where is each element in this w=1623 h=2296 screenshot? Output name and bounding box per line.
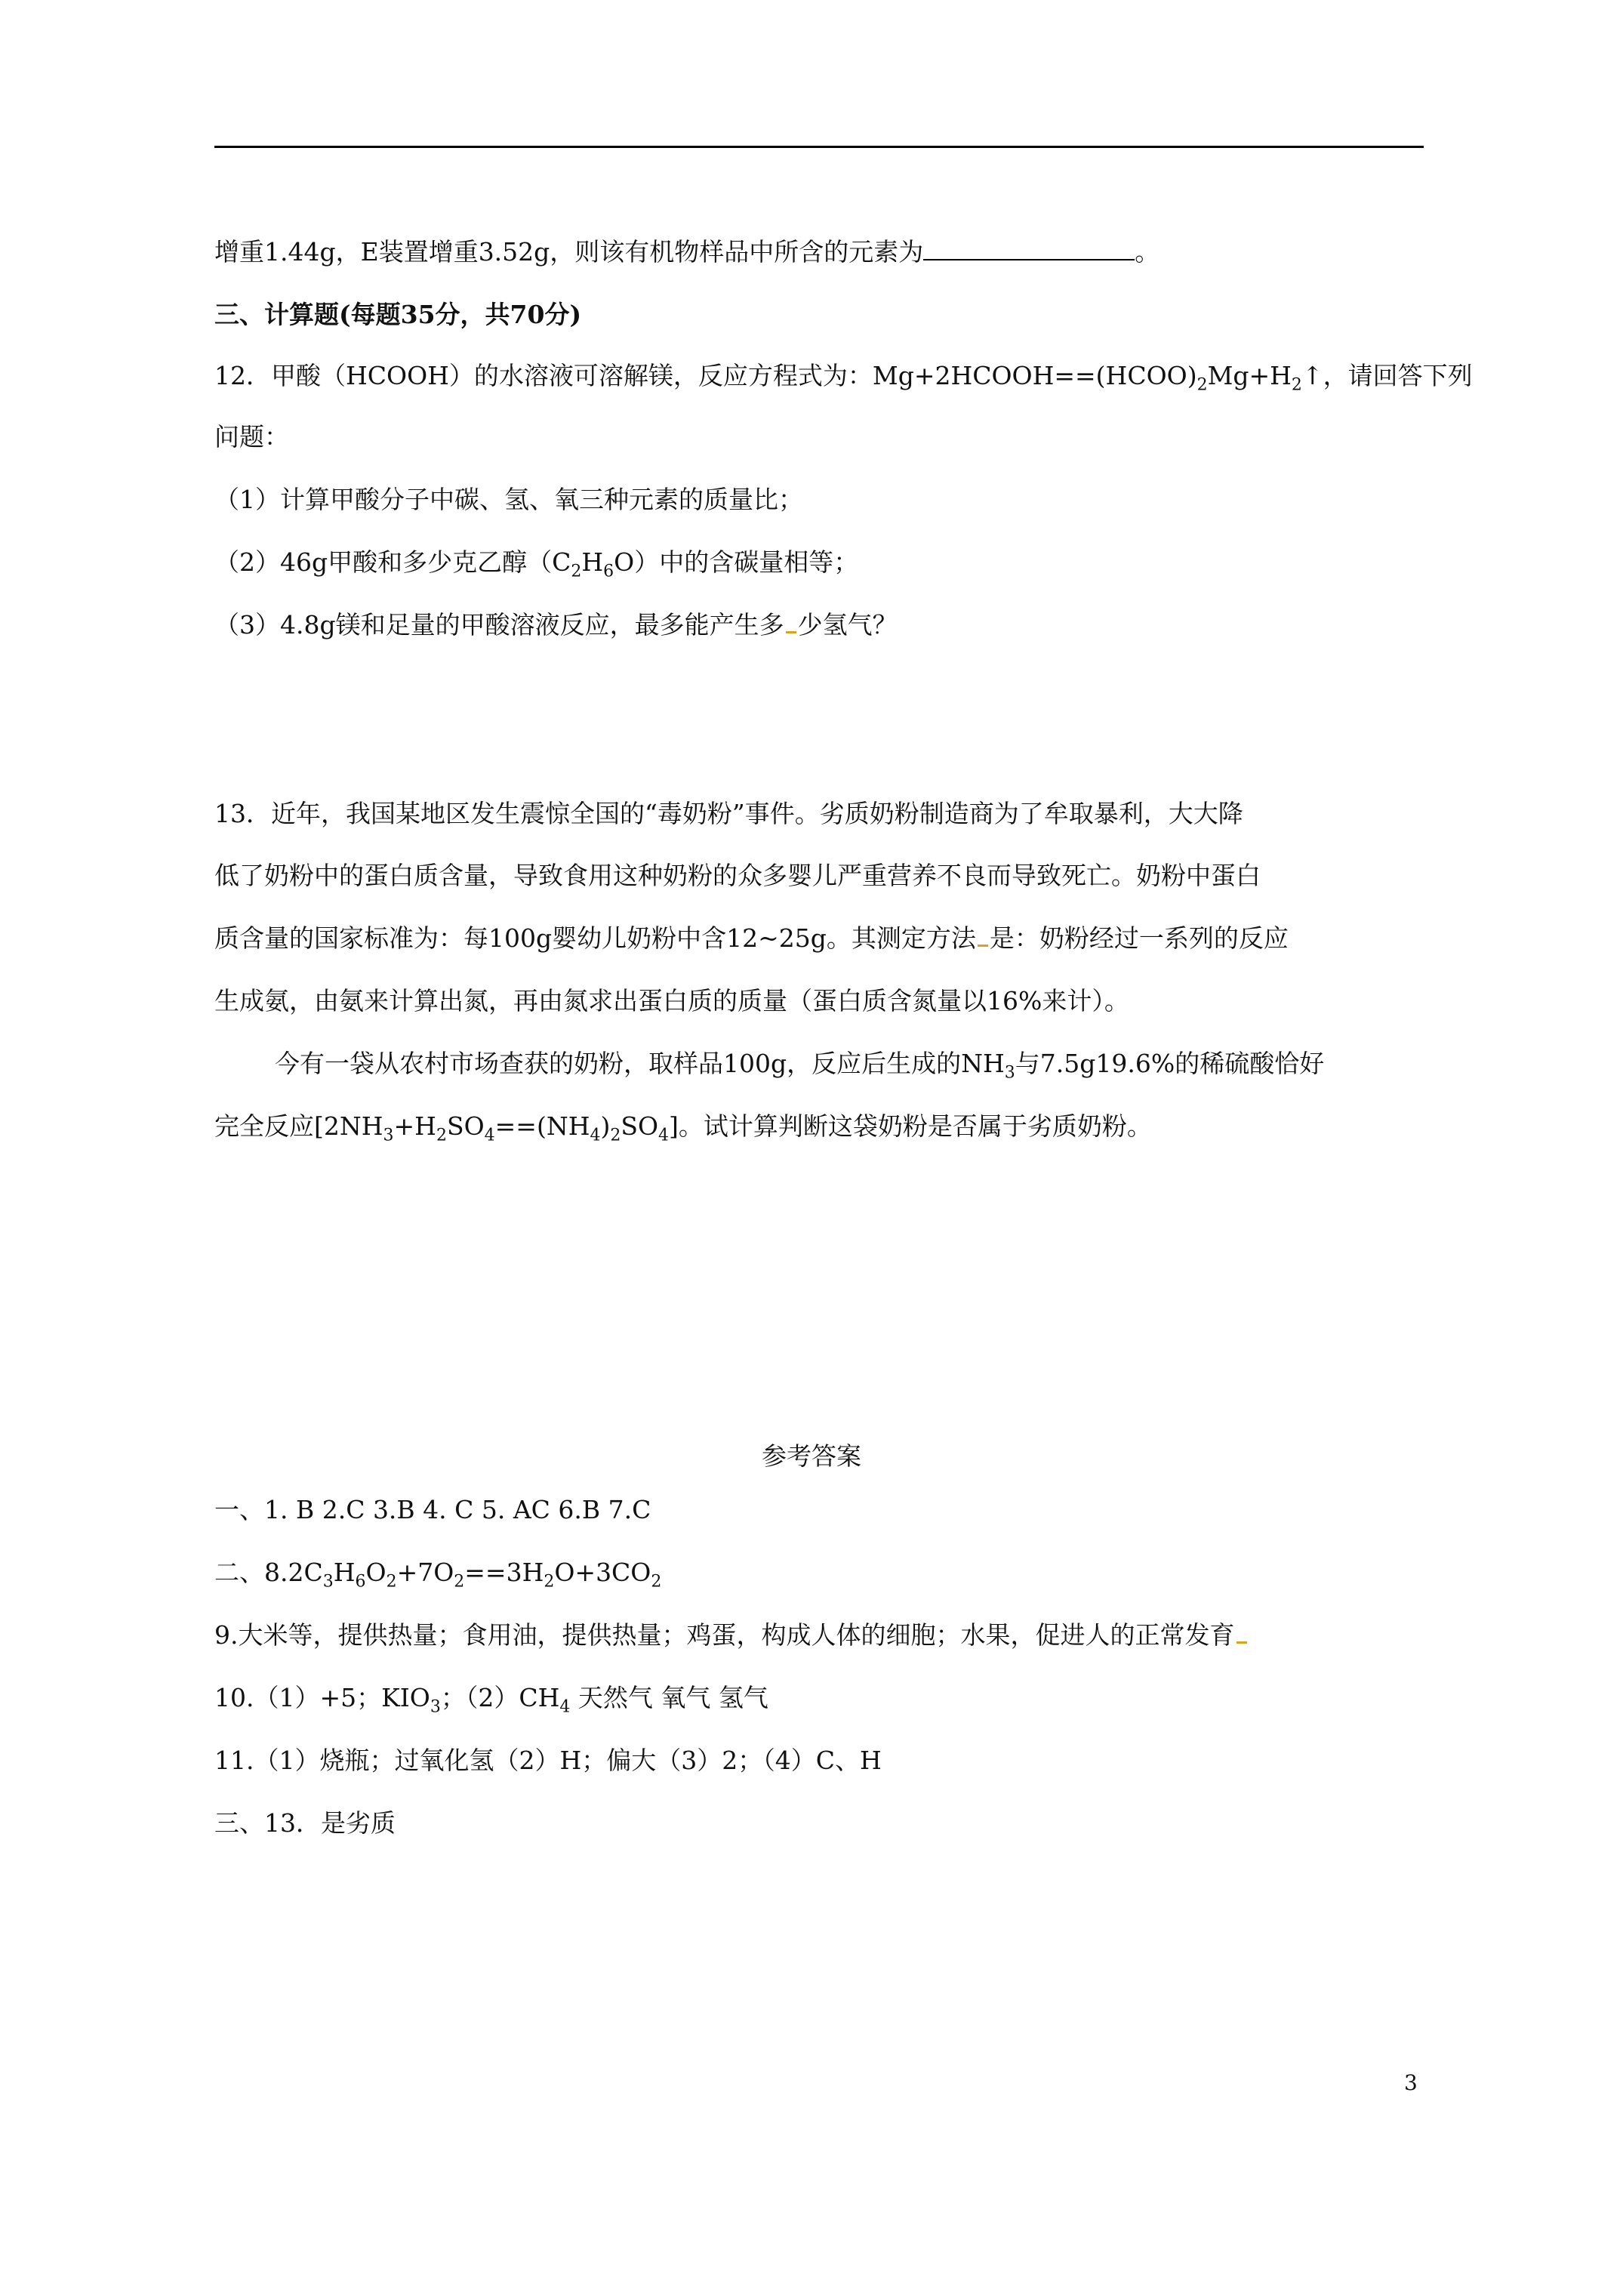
q13-line4: 生成氨，由氨来计算出氮，再由氮求出蛋白质的质量（蛋白质含氮量以16%来计）。 <box>214 986 1129 1015</box>
answers-title: 参考答案 <box>762 1441 861 1471</box>
answer-q11: 11.（1）烧瓶；过氧化氢（2）H；偏大（3）2；（4）C、H <box>214 1746 882 1775</box>
section-title: 三、计算题(每题35分，共70分) <box>214 300 582 329</box>
answer-section1: 一、1. B 2.C 3.B 4. C 5. AC 6.B 7.C <box>214 1495 651 1524</box>
q13-line2: 低了奶粉中的蛋白质含量，导致食用这种奶粉的众多婴儿严重营养不良而导致死亡。奶粉中蛋白 <box>214 861 1261 890</box>
answer-q10: 10.（1）+5；$KIO_3$；$(2)CH_4$ 天然气 氧气 氢气 <box>214 1683 768 1717</box>
q13-line1: 13．近年，我国某地区发生震惊全国的“毒奶粉”事件。劣质奶粉制造商为了牟取暴利，大大降 <box>214 799 1243 828</box>
q13-line5: 今有一袋从农村市场查获的奶粉，取样品100g，反应后生成的$NH_3$与7.5g19.6%的稀硫酸恰好 <box>275 1049 1325 1083</box>
answer-q9: 9.大米等，提供热量；食用油，提供热量；鸡蛋，构成人体的细胞；水果，促进人的正常发育 <box>214 1620 1249 1650</box>
page-number: 3 <box>1404 2070 1418 2095</box>
answer-blank <box>923 238 1135 260</box>
q12-part3: （3）4.8g镁和足量的甲酸溶液反应，最多能产生多 少氢气？ <box>214 610 898 639</box>
q13-line6: 完全反应$[2NH_3+H_2SO_4==(NH_4)_2SO_4]$。试计算判断这袋奶粉是否属于劣质奶粉。 <box>214 1111 1152 1145</box>
q12-part1: （1）计算甲酸分子中碳、氢、氧三种元素的质量比； <box>214 485 803 514</box>
q12-part2: （2）46g甲酸和多少克乙醇$(C_2H_6O)$中的含碳量相等； <box>214 547 859 581</box>
q12-line1: 12．甲酸（HCOOH）的水溶液可溶解镁，反应方程式为：$Mg+2HCOOH==(HCOO)_2Mg+H_2↑$，请回答下列 <box>214 361 1473 395</box>
answer-q8: 二、$8.2C_3H_6O_2+7O_2==3H_2O+3CO_2$ <box>214 1558 662 1592</box>
edit-mark <box>978 945 988 947</box>
header-rule <box>214 146 1424 148</box>
q12-line2: 问题： <box>214 422 289 451</box>
q13-line3: 质含量的国家标准为：每100g婴幼儿奶粉中含12~25g。其测定方法 是：奶粉经过一系列的反应 <box>214 923 1289 953</box>
q11-continuation: 增重1.44g，E装置增重3.52g，则该有机物样品中所含的元素为 。 <box>214 237 1160 267</box>
edit-mark <box>786 631 796 633</box>
answer-q13: 三、13．是劣质 <box>214 1808 396 1838</box>
edit-mark <box>1236 1641 1247 1644</box>
